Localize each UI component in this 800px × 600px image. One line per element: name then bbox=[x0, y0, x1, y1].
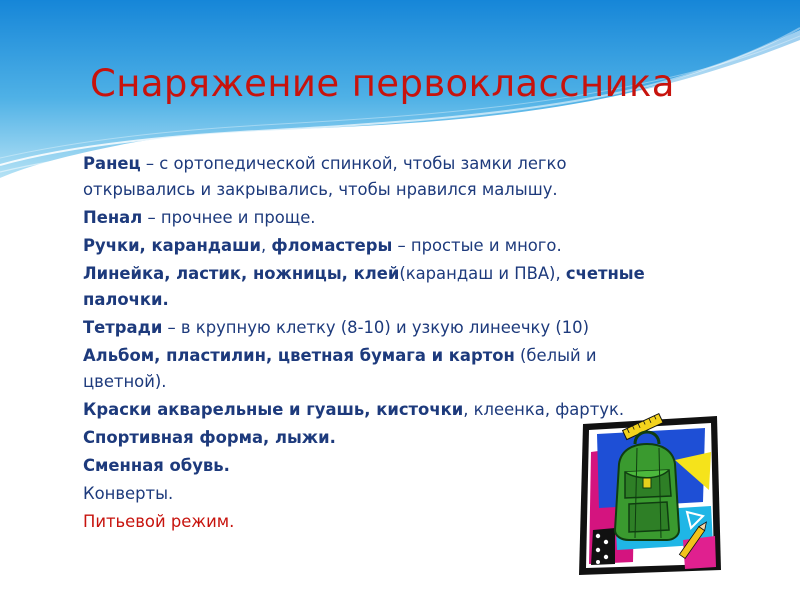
list-item bbox=[83, 315, 683, 341]
item-text: (белый и цветной). bbox=[83, 346, 597, 391]
item-bold-text-2: счетные палочки. bbox=[83, 264, 645, 309]
item-bold-text-2: фломастеры bbox=[271, 236, 393, 255]
list-item bbox=[83, 233, 683, 259]
slide-title: Снаряжение первоклассника bbox=[90, 62, 675, 105]
item-bold-text: Альбом, пластилин, цветная бумага и картон bbox=[83, 346, 515, 365]
item-bold-text: Тетради bbox=[83, 318, 163, 337]
item-text: – в крупную клетку (8-10) и узкую линеечку (10) bbox=[162, 318, 589, 337]
school-backpack-clipart bbox=[575, 412, 725, 577]
item-bold-text: Пенал bbox=[83, 208, 143, 227]
item-text: , клеенка, фартук. bbox=[463, 400, 625, 419]
list-item bbox=[83, 151, 683, 203]
item-text-2: – простые и много. bbox=[392, 236, 562, 255]
item-bold-text: Спортивная форма, лыжи. bbox=[83, 428, 336, 447]
item-bold-text: Сменная обувь. bbox=[83, 456, 230, 475]
item-bold-text: Ранец bbox=[83, 154, 141, 173]
item-text: Питьевой режим. bbox=[83, 512, 235, 531]
list-item bbox=[83, 261, 683, 313]
list-item bbox=[83, 343, 683, 395]
item-bold-text: Ручки, карандаши bbox=[83, 236, 261, 255]
list-item bbox=[83, 205, 683, 231]
item-text: – с ортопедической спинкой, чтобы замки легко открывались и закрывались, чтобы нравился малышу. bbox=[83, 154, 567, 199]
item-text: Конверты. bbox=[83, 484, 174, 503]
item-text: , bbox=[260, 236, 272, 255]
item-text: (карандаш и ПВА), bbox=[399, 264, 566, 283]
item-bold-text: Краски акварельные и гуашь, кисточки bbox=[83, 400, 464, 419]
item-text: – прочнее и проще. bbox=[142, 208, 316, 227]
item-bold-text: Линейка, ластик, ножницы, клей bbox=[83, 264, 400, 283]
